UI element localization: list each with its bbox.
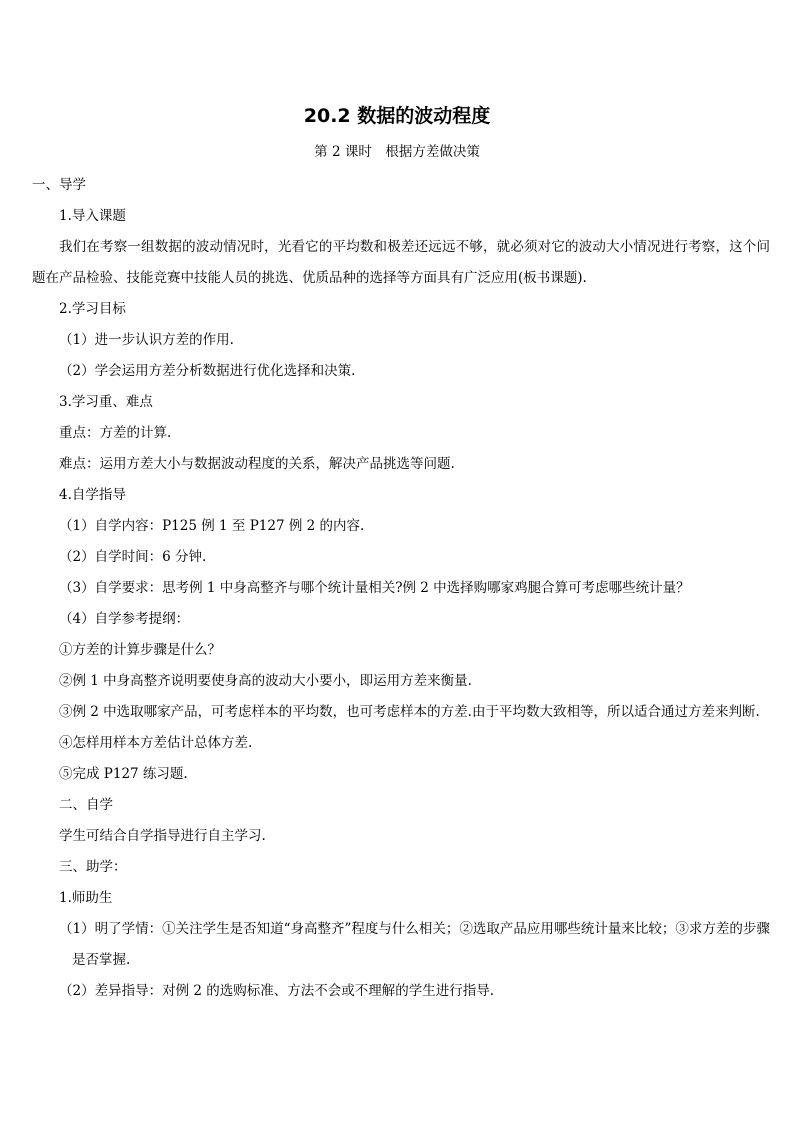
difficult-point: 难点：运用方差大小与数据波动程度的关系，解决产品挑选等问题. bbox=[59, 456, 455, 472]
subheading-intro: 1.导入课题 bbox=[59, 208, 126, 224]
subheading-goals: 2.学习目标 bbox=[59, 301, 126, 317]
outline-item-5: ⑤完成 P127 练习题. bbox=[59, 766, 188, 782]
page-subtitle: 第 2 课时 根据方差做决策 bbox=[314, 144, 480, 160]
teacher-help-item-1: （1）明了学情：①关注学生是否知道“身高整齐”程度与什么相关；②选取产品应用哪些统计量来比较；③求方差的步骤是否掌握. bbox=[59, 921, 770, 968]
goal-item-2: （2）学会运用方差分析数据进行优化选择和决策. bbox=[59, 363, 356, 379]
self-study-time: （2）自学时间：6 分钟. bbox=[59, 549, 207, 565]
self-study-paragraph: 学生可结合自学指导进行自主学习. bbox=[59, 828, 266, 844]
subheading-self-study: 4.自学指导 bbox=[59, 487, 126, 503]
intro-paragraph: 我们在考察一组数据的波动情况时，光看它的平均数和极差还远远不够，就必须对它的波动大小情况进行考察，这个问题在产品检验、技能竞赛中技能人员的挑选、优质品种的选择等方面具有广泛应用(板书课题). bbox=[32, 239, 770, 286]
document-body bbox=[32, 170, 770, 1007]
outline-item-2: ②例 1 中身高整齐说明要使身高的波动大小要小，即运用方差来衡量. bbox=[59, 673, 472, 689]
key-point: 重点：方差的计算. bbox=[59, 425, 172, 441]
teacher-help-item-2: （2）差异指导：对例 2 的选购标准、方法不会或不理解的学生进行指导. bbox=[59, 983, 495, 999]
subheading-key-points: 3.学习重、难点 bbox=[59, 394, 153, 410]
self-study-outline: （4）自学参考提纲： bbox=[59, 611, 190, 627]
subheading-teacher-help: 1.师助生 bbox=[59, 890, 113, 906]
section-heading-3: 三、助学： bbox=[59, 859, 127, 875]
outline-item-4: ④怎样用样本方差估计总体方差. bbox=[59, 735, 253, 751]
self-study-content: （1）自学内容：P125 例 1 至 P127 例 2 的内容. bbox=[59, 518, 365, 534]
outline-item-1: ①方差的计算步骤是什么？ bbox=[59, 642, 221, 658]
page-title: 20.2 数据的波动程度 bbox=[303, 105, 491, 127]
outline-item-3: ③例 2 中选取哪家产品，可考虑样本的平均数，也可考虑样本的方差.由于平均数大致相等，所以适合通过方差来判断. bbox=[59, 704, 760, 720]
goal-item-1: （1）进一步认识方差的作用. bbox=[59, 332, 234, 348]
section-heading-1: 一、导学 bbox=[32, 177, 86, 193]
section-heading-2: 二、自学 bbox=[59, 797, 113, 813]
self-study-requirement: （3）自学要求：思考例 1 中身高整齐与哪个统计量相关?例 2 中选择购哪家鸡腿合算可考虑哪些统计量？ bbox=[59, 580, 690, 596]
